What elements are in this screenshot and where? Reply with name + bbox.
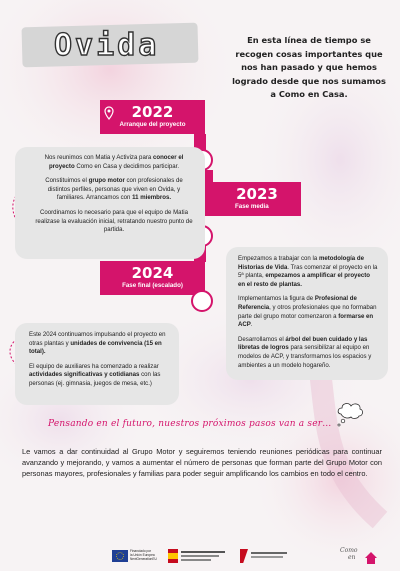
card-paragraph: Implementamos la figura de Profesional de Referencia, y otros profesionales que no formaban parte del grupo motor comenzaron a formarse en ACP.	[238, 295, 377, 329]
closing-paragraph: Le vamos a dar continuidad al Grupo Motor y seguiremos teniendo reuniones periódicas para continuar avanzando y mejorando, y vamos a aumentar el número de personas que forman parte del Grupo Motor con personas mayores, profesionales y familias para poder seguir amplificando los cambios en todo el centro.	[22, 447, 382, 478]
page-title: Ovida	[54, 28, 160, 63]
phase-label: Fase final (escalado)	[122, 282, 183, 289]
location-pin-icon	[104, 106, 114, 120]
timeline-node	[191, 290, 213, 312]
thought-cloud-icon	[335, 400, 365, 428]
como-en-casa-logo: Como en	[340, 545, 380, 567]
intro-text: En esta línea de tiempo se recogen cosas importantes que nos han pasado y que hemos logrado desde que nos sumamos a Como en Casa.	[232, 35, 386, 99]
timeline-block-2024	[100, 261, 205, 295]
timeline-block-2023	[203, 182, 301, 216]
year-label: 2024	[131, 264, 174, 282]
timeline-block-2022	[100, 100, 205, 134]
card-paragraph: Este 2024 continuamos impulsando el proyecto en otras plantas y unidades de convivencia (15 en total).	[29, 331, 166, 356]
card-paragraph: El equipo de auxiliares ha comenzado a realizar actividades significativas y cotidianas con las personas (ej. gimnasia, juegos de mesa, etc.)	[29, 362, 161, 387]
eu-logo-text: Financiado por la Unión Europea NextGenerationEU	[130, 549, 157, 561]
card-2022	[15, 147, 205, 259]
card-paragraph: Nos reunimos con Matia y Activiza para conocer el proyecto Como en Casa y decidimos participar.	[44, 154, 184, 170]
card-paragraph: Coordinamos lo necesario para que el equipo de Matia realizase la evaluación inicial, retratando nuestro punto de partida.	[35, 208, 193, 234]
government-logo	[168, 547, 228, 565]
eu-funding-logo	[112, 547, 160, 565]
year-label: 2022	[131, 103, 174, 121]
ministry-logo	[240, 547, 290, 565]
card-2023	[226, 247, 388, 380]
card-paragraph: Desarrollamos el árbol del buen cuidado y las libretas de logros para sensibilizar al equipo en modelos de ACP, y transformamos los espacios y ambientes a un modelo hogareño.	[238, 335, 372, 369]
phase-label: Arranque del proyecto	[119, 121, 186, 128]
card-2024	[15, 323, 179, 405]
phase-label: Fase media	[235, 203, 269, 210]
eu-flag-icon	[112, 550, 128, 562]
house-icon	[364, 551, 378, 565]
year-label: 2023	[236, 185, 278, 203]
card-paragraph: Constituimos el grupo motor con profesionales de distintos perfiles, personas que viven en Ovida, y familiares. Arrancamos con 11 miembros.	[45, 177, 183, 202]
card-paragraph: Empezamos a trabajar con la metodología de Historias de Vida. Tras comenzar el proyecto en la 5ª planta, empezamos a amplificar el proyecto en el resto de plantas.	[238, 255, 378, 288]
future-heading: Pensando en el futuro, nuestros próximos pasos van a ser…	[48, 419, 332, 429]
